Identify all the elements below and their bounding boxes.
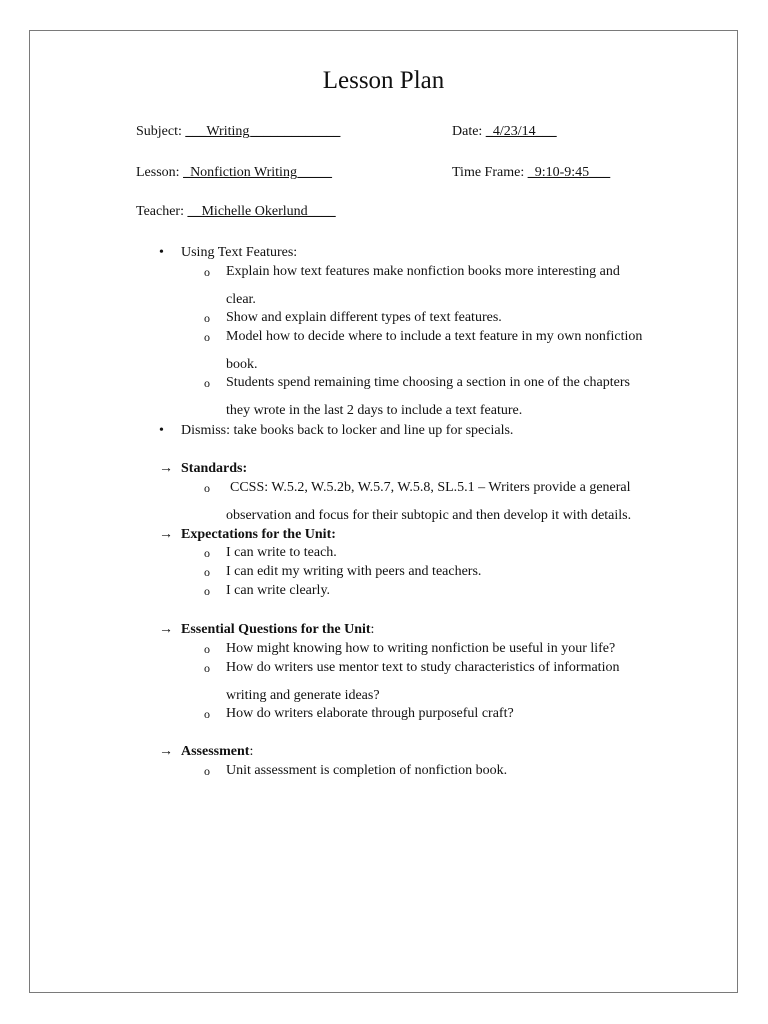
subject-field — [136, 124, 340, 140]
section-heading-essential-questions: Essential Questions for the Unit: — [181, 622, 375, 637]
arrow-icon: → — [159, 527, 173, 542]
sub-bullet: o — [204, 661, 210, 675]
subject-value: ___Writing_____________ — [185, 124, 341, 139]
timeframe-value: _9:10-9:45___ — [527, 165, 611, 180]
document-page — [29, 30, 738, 993]
sub-bullet: o — [204, 481, 210, 495]
lesson-value: _Nonfiction Writing_____ — [183, 165, 332, 180]
timeframe-label: Time Frame: — [452, 165, 525, 180]
bullet: • — [159, 245, 164, 260]
list-item: Unit assessment is completion of nonfiction book. — [226, 763, 508, 778]
list-item: I can write clearly. — [226, 583, 331, 598]
sub-bullet: o — [204, 265, 210, 279]
list-item: writing and generate ideas? — [226, 688, 380, 703]
arrow-icon: → — [159, 622, 173, 637]
list-item: CCSS: W.5.2, W.5.2b, W.5.7, W.5.8, SL.5.1 – Writers provide a general — [230, 480, 631, 495]
list-item: I can edit my writing with peers and teachers. — [226, 564, 482, 579]
list-item: book. — [226, 357, 258, 372]
arrow-icon: → — [159, 744, 173, 759]
list-item: clear. — [226, 292, 256, 307]
section-heading-standards: Standards: — [181, 461, 248, 476]
teacher-label: Teacher: — [136, 204, 184, 219]
lesson-label: Lesson: — [136, 165, 180, 180]
list-item: Students spend remaining time choosing a section in one of the chapters — [226, 375, 630, 390]
section-heading-expectations: Expectations for the Unit: — [181, 527, 336, 542]
section-heading-assessment: Assessment: — [181, 744, 254, 759]
list-item: I can write to teach. — [226, 545, 337, 560]
list-item: How do writers use mentor text to study characteristics of information — [226, 660, 620, 675]
list-item: Model how to decide where to include a text feature in my own nonfiction — [226, 329, 643, 344]
sub-bullet: o — [204, 546, 210, 560]
sub-bullet: o — [204, 707, 210, 721]
list-item: observation and focus for their subtopic and then develop it with details. — [226, 508, 632, 523]
sub-bullet: o — [204, 311, 210, 325]
date-field — [452, 124, 557, 140]
sub-bullet: o — [204, 764, 210, 778]
list-item: they wrote in the last 2 days to include a text feature. — [226, 403, 523, 418]
list-item: Explain how text features make nonfiction books more interesting and — [226, 264, 620, 279]
list-item: How do writers elaborate through purposeful craft? — [226, 706, 514, 721]
date-label: Date: — [452, 124, 483, 139]
arrow-icon: → — [159, 461, 173, 476]
page-title: Lesson Plan — [322, 67, 445, 94]
list-item: How might knowing how to writing nonfiction be useful in your life? — [226, 641, 616, 656]
sub-bullet: o — [204, 376, 210, 390]
list-item: Dismiss: take books back to locker and line up for specials. — [181, 423, 514, 438]
list-item: Show and explain different types of text features. — [226, 310, 502, 325]
timeframe-field — [452, 165, 610, 181]
subject-label: Subject: — [136, 124, 182, 139]
bullet: • — [159, 423, 164, 438]
sub-bullet: o — [204, 642, 210, 656]
date-value: _4/23/14___ — [485, 124, 557, 139]
sub-bullet: o — [204, 584, 210, 598]
list-item: Using Text Features: — [181, 245, 298, 260]
lesson-field — [136, 165, 332, 181]
sub-bullet: o — [204, 565, 210, 579]
teacher-field — [136, 204, 336, 220]
sub-bullet: o — [204, 330, 210, 344]
teacher-value: __Michelle Okerlund____ — [187, 204, 336, 219]
